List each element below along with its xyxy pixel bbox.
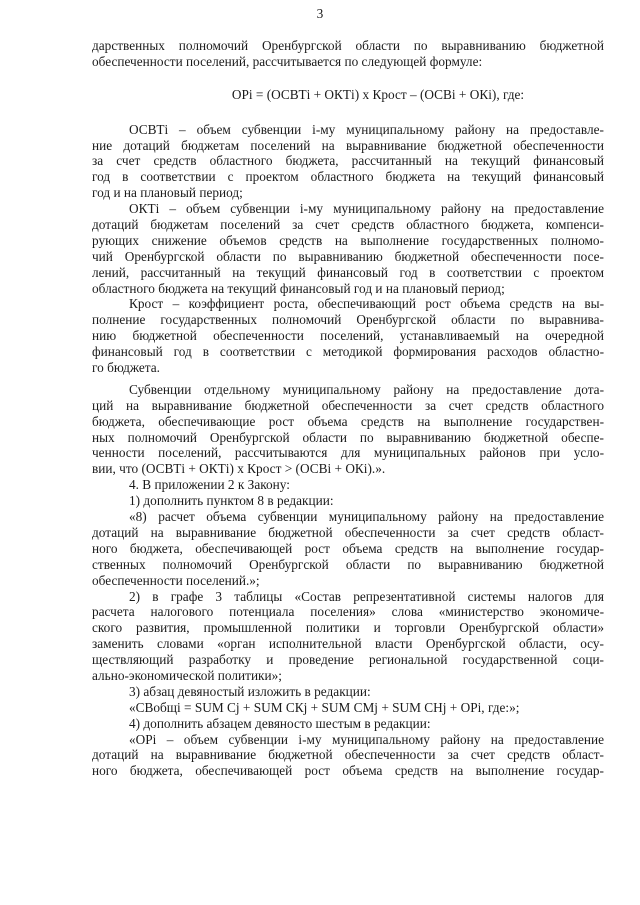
text-line: дотаций бюджетам поселений за счет средств областного бюджета, компенси- [92,217,604,233]
text-line: чий Оренбургской области по выравниванию бюджетной обеспеченности посе- [92,248,604,264]
paragraph-subitem-2 [92,589,604,684]
text-line: 3) абзац девяностый изложить в редакции: [129,683,371,699]
formula-line: «СВобщi = SUM Сj + SUM СКj + SUM СМj + SUM СНj + ОРi, где:»; [129,699,520,715]
paragraph-okti [92,201,604,296]
text-line: ченности поселений, рассчитываются для муниципальных районов при усло- [92,445,604,461]
text-line: заменить словами «орган исполнительной власти Оренбургской области, осу- [92,636,604,652]
text-line: ществляющий разработку и проведение региональной государственной соци- [92,652,604,668]
text-line: обеспеченности поселений.»; [92,572,260,588]
text-line: вии, что (ОСВТi + ОКТi) x Крост > (ОСВi + ОКi).». [92,461,386,477]
text-line: «8) расчет объема субвенции муниципальному району на предоставление [129,509,604,525]
text-line: дотаций на выравнивание бюджетной обеспеченности за счет средств област- [92,747,604,763]
paragraph-continuation [92,38,604,70]
paragraph-osvti [92,122,604,201]
text-line: ОКТi – объем субвенции i-му муниципальному району на предоставление [129,201,604,217]
paragraph-subitem-3 [92,684,604,700]
text-line: лений, рассчитанный на текущий финансовый год в соответствии с проектом [92,264,604,280]
text-line: год в соответствии с проектом областного бюджета на текущий финансовый [92,169,604,185]
text-line: ние дотаций бюджетам поселений на выравнивание бюджетной обеспеченности [92,137,604,153]
text-line: дарственных полномочий Оренбургской области по выравниванию бюджетной [92,38,604,53]
paragraph-subitem-1 [92,493,604,509]
text-line: ного бюджета, обеспечивающей рост объема средств на выполнение государ- [92,763,604,779]
text-line: ного бюджета, обеспечивающей рост объема средств на выполнение государ- [92,540,604,556]
text-line: нию бюджетной обеспеченности поселений, устанавливаемый на очередной [92,328,604,344]
text-line: 4) дополнить абзацем девяносто шестым в редакции: [129,715,431,731]
text-line: 4. В приложении 2 к Закону: [129,477,290,493]
text-line: бюджета, обеспечивающие рост объема средств на выполнение государствен- [92,413,604,429]
document-body [92,38,604,779]
text-line: дотаций на выравнивание бюджетной обеспеченности за счет средств област- [92,524,604,540]
text-line: обеспеченности поселений, рассчитывается по следующей формуле: [92,53,483,69]
text-line: расчета налогового потенциала поселения» слова «министерство экономиче- [92,604,604,620]
text-line: 1) дополнить пунктом 8 в редакции: [129,493,334,509]
text-line: ственных полномочий Оренбургской области по выравниванию бюджетной [92,556,604,572]
text-line: ского развития, промышленной политики и торговли Оренбургской области» [92,620,604,636]
text-line: ций на выравнивание бюджетной обеспеченности за счет средств областного [92,397,604,413]
text-line: год и на плановый период; [92,185,243,201]
text-line: «ОРi – объем субвенции i-му муниципальному району на предоставление [129,731,604,747]
text-line: Субвенции отдельному муниципальному району на предоставление дота- [129,381,604,397]
text-line: Крост – коэффициент роста, обеспечивающий рост объема средств на вы- [129,296,604,312]
text-line: рующих снижение объемов средств на выполнение государственных полномо- [92,232,604,248]
text-line: ных полномочий Оренбургской области по выравниванию бюджетной обеспе- [92,429,604,445]
text-line: полнение государственных полномочий Оренбургской области по выравнива- [92,312,604,328]
text-line: ОСВТi – объем субвенции i-му муниципальному району на предоставле- [129,121,604,137]
paragraph-opi-definition [92,732,604,780]
text-line: ально-экономической политики»; [92,667,282,683]
paragraph-item-4 [92,477,604,493]
formula-line: ОРi = (ОСВТi + ОКТi) x Крост – (ОСВi + ОКi), где: [231,86,525,102]
text-line: финансовый год в соответствии с методикой формирования расходов областно- [92,344,604,360]
paragraph-point-8 [92,509,604,588]
text-line: 2) в графе 3 таблицы «Состав репрезентативной системы налогов для [129,588,604,604]
paragraph-krost [92,296,604,375]
formula-opi [92,87,604,103]
formula-svobsh [92,700,604,716]
text-line: областного бюджета на текущий финансовый год и на плановый период; [92,280,505,296]
page-number: 3 [316,6,324,21]
text-line: го бюджета. [92,360,160,376]
paragraph-subitem-4 [92,716,604,732]
text-line: за счет средств областного бюджета, рассчитанный на текущий финансовый [92,153,604,169]
paragraph-subventions [92,382,604,477]
